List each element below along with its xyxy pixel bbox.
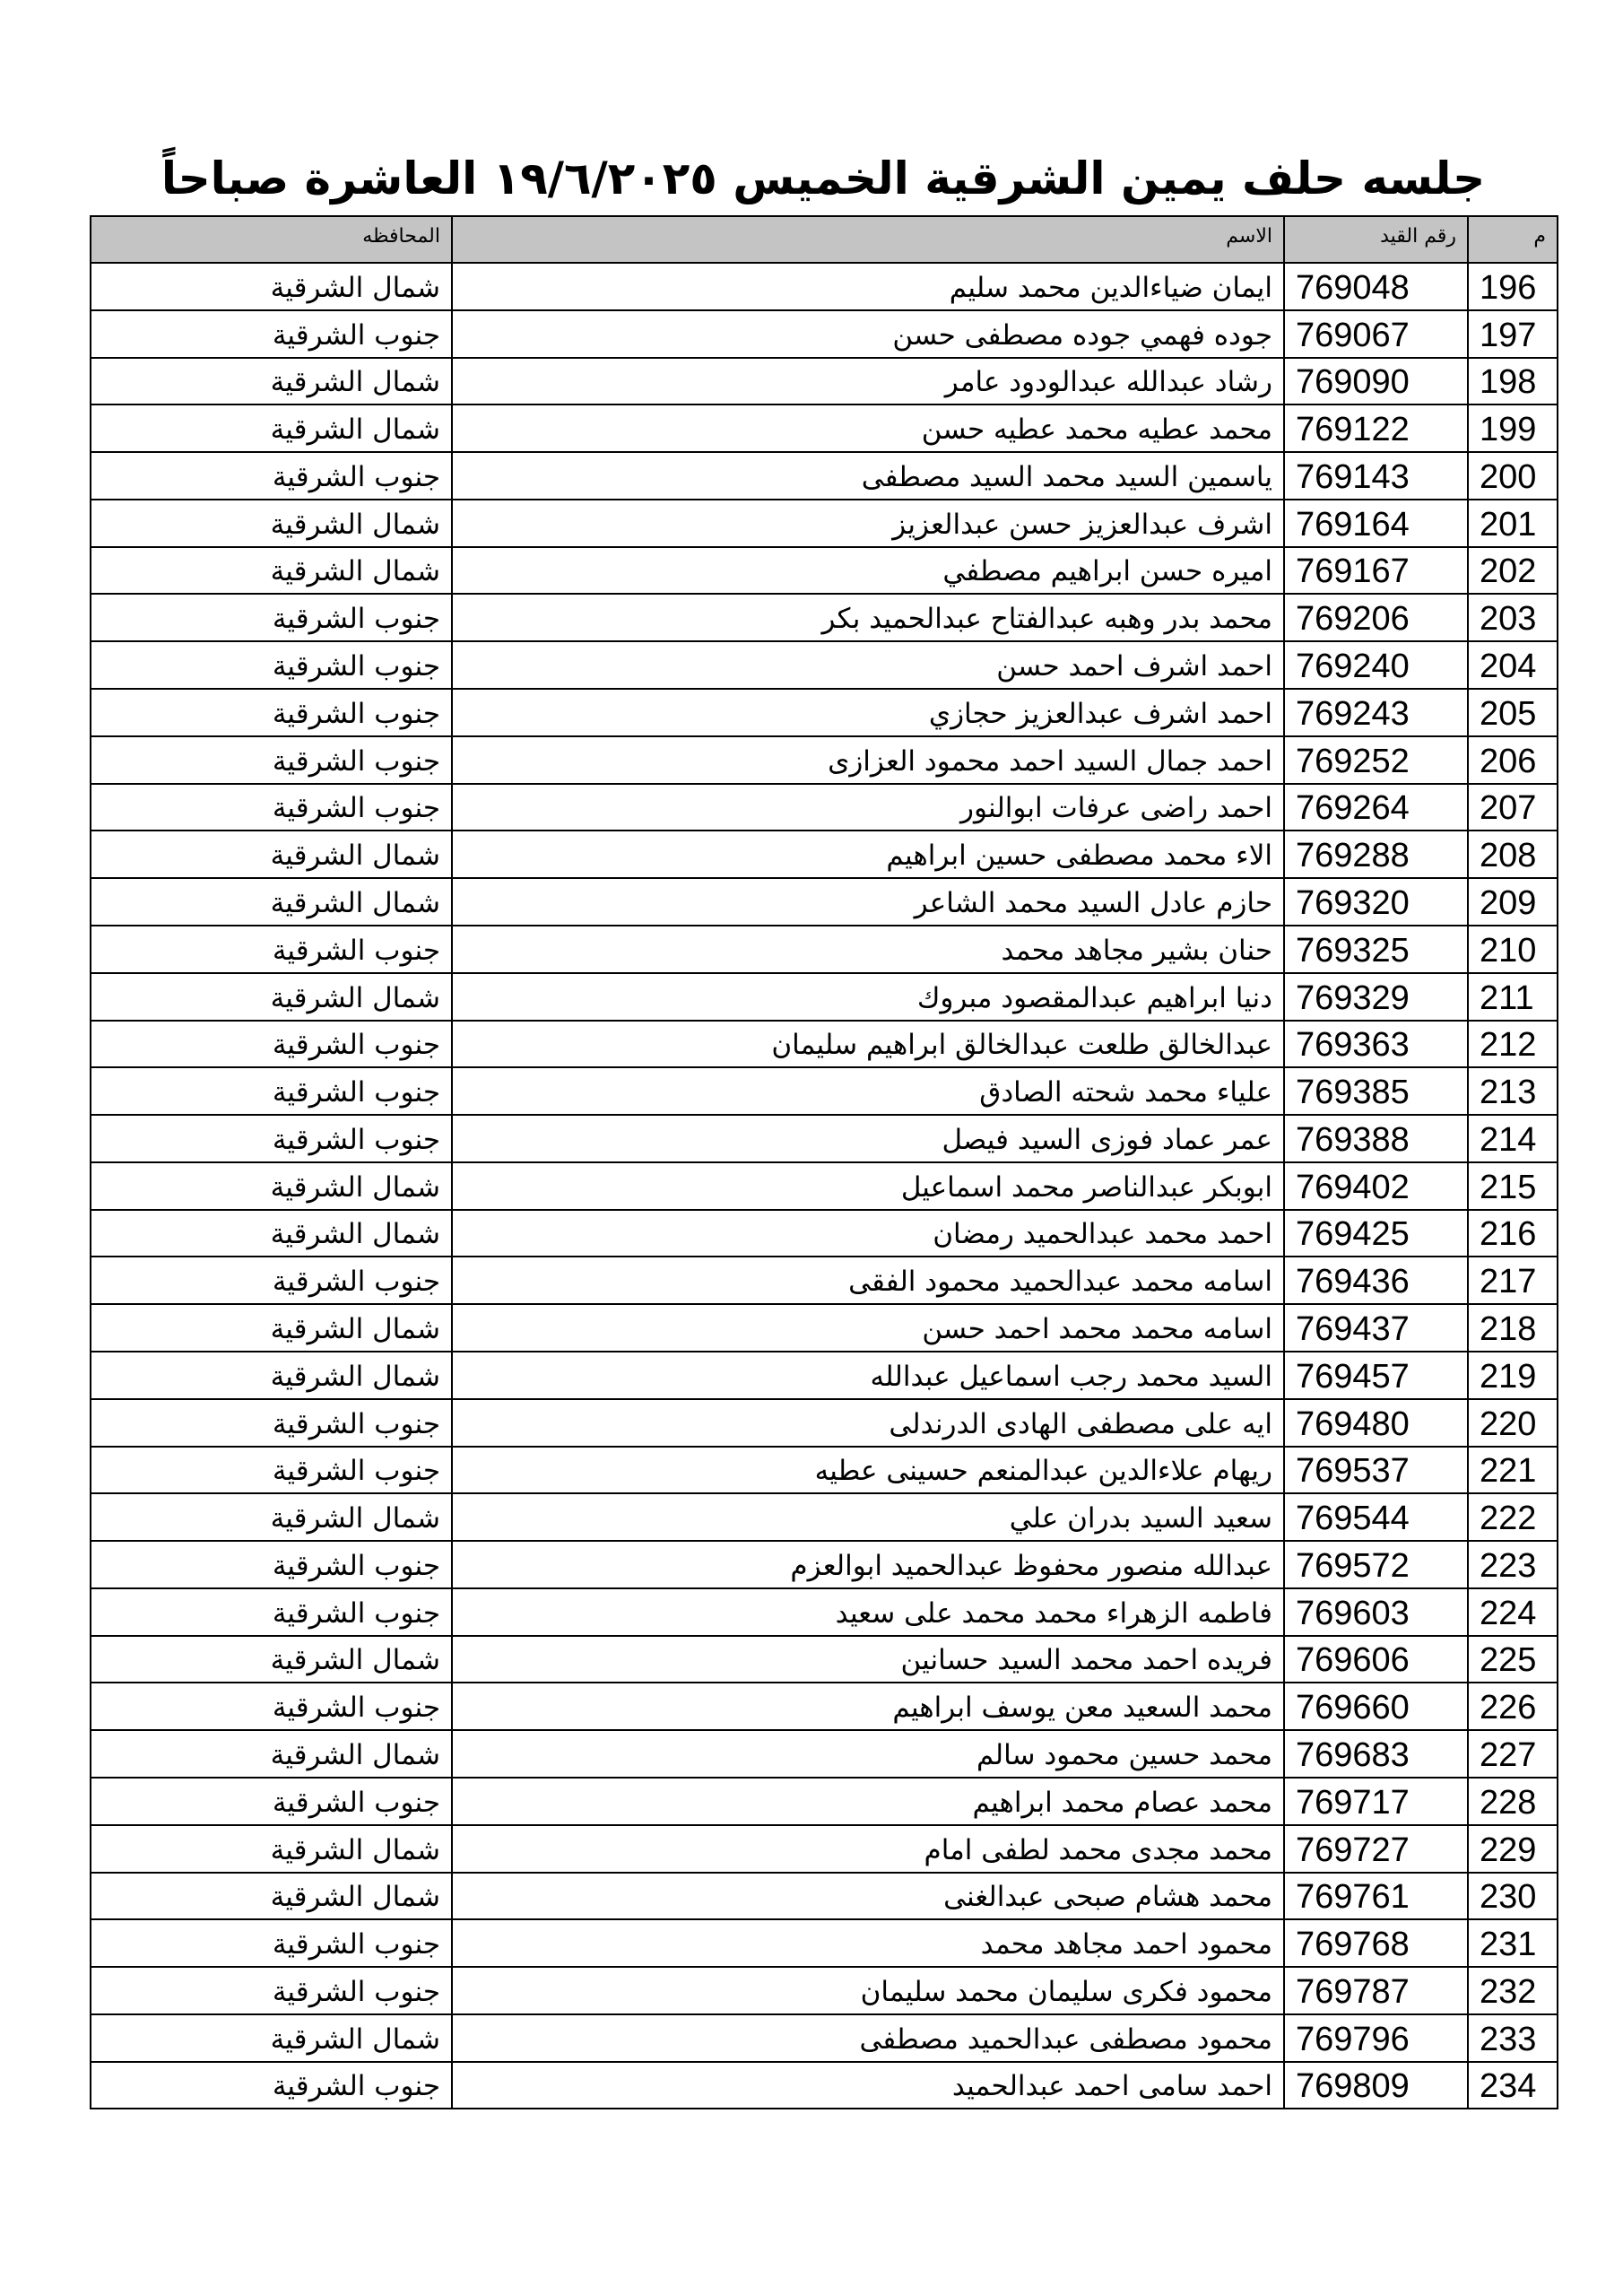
cell-serial: 204 [1468,641,1558,689]
table-row [91,500,1558,547]
cell-name: احمد محمد عبدالحميد رمضان [452,1210,1284,1257]
table-row [91,784,1558,831]
column-header-reg-no: رقم القيد [1284,216,1468,263]
cell-serial: 207 [1468,784,1558,831]
cell-name: اميره حسن ابراهيم مصطفي [452,547,1284,595]
cell-serial: 231 [1468,1919,1558,1967]
cell-reg-no: 769143 [1284,452,1468,500]
table-row [91,310,1558,358]
cell-serial: 222 [1468,1493,1558,1541]
table-row [91,641,1558,689]
cell-name: محمود فكرى سليمان محمد سليمان [452,1967,1284,2014]
cell-reg-no: 769067 [1284,310,1468,358]
cell-serial: 201 [1468,500,1558,547]
cell-serial: 196 [1468,263,1558,310]
cell-serial: 217 [1468,1257,1558,1304]
table-row [91,878,1558,926]
table-row [91,594,1558,641]
cell-governorate: جنوب الشرقية [91,452,452,500]
cell-serial: 233 [1468,2014,1558,2062]
cell-name: احمد سامى احمد عبدالحميد [452,2062,1284,2109]
cell-reg-no: 769264 [1284,784,1468,831]
cell-governorate: جنوب الشرقية [91,1919,452,1967]
table-row [91,926,1558,973]
cell-name: رشاد عبدالله عبدالودود عامر [452,358,1284,405]
oath-session-table [90,215,1558,2109]
table-row [91,1541,1558,1588]
cell-name: محمد هشام صبحى عبدالغنى [452,1873,1284,1920]
table-row [91,1919,1558,1967]
cell-governorate: شمال الشرقية [91,1162,452,1210]
cell-name: دنيا ابراهيم عبدالمقصود مبروك [452,973,1284,1021]
cell-reg-no: 769436 [1284,1257,1468,1304]
table-row [91,1588,1558,1636]
cell-reg-no: 769480 [1284,1399,1468,1447]
table-row [91,1162,1558,1210]
cell-reg-no: 769787 [1284,1967,1468,2014]
table-row [91,1730,1558,1778]
cell-serial: 218 [1468,1304,1558,1352]
cell-name: فريده احمد محمد السيد حسانين [452,1636,1284,1683]
table-row [91,452,1558,500]
table-row [91,263,1558,310]
table-row [91,404,1558,452]
cell-name: احمد جمال السيد احمد محمود العزازى [452,736,1284,784]
cell-governorate: شمال الشرقية [91,1304,452,1352]
cell-serial: 230 [1468,1873,1558,1920]
page-title: جلسه حلف يمين الشرقية الخميس ١٩/٦/٢٠٢٥ العاشرة صباحاً [161,152,1486,204]
cell-reg-no: 769768 [1284,1919,1468,1967]
cell-serial: 228 [1468,1778,1558,1825]
cell-reg-no: 769288 [1284,831,1468,878]
table-row [91,2062,1558,2109]
cell-reg-no: 769572 [1284,1541,1468,1588]
cell-governorate: جنوب الشرقية [91,1541,452,1588]
cell-name: محمد بدر وهبه عبدالفتاح عبدالحميد بكر [452,594,1284,641]
cell-serial: 227 [1468,1730,1558,1778]
cell-governorate: شمال الشرقية [91,358,452,405]
cell-name: محمود احمد مجاهد محمد [452,1919,1284,1967]
cell-name: سعيد السيد بدران علي [452,1493,1284,1541]
cell-serial: 225 [1468,1636,1558,1683]
cell-serial: 199 [1468,404,1558,452]
cell-serial: 211 [1468,973,1558,1021]
cell-reg-no: 769252 [1284,736,1468,784]
cell-name: عبدالخالق طلعت عبدالخالق ابراهيم سليمان [452,1021,1284,1068]
cell-name: احمد اشرف عبدالعزيز حجازي [452,689,1284,736]
table-row [91,1210,1558,1257]
cell-governorate: شمال الشرقية [91,1493,452,1541]
cell-serial: 205 [1468,689,1558,736]
cell-serial: 220 [1468,1399,1558,1447]
table-row [91,358,1558,405]
cell-name: محمد السعيد معن يوسف ابراهيم [452,1683,1284,1730]
cell-governorate: شمال الشرقية [91,404,452,452]
cell-governorate: جنوب الشرقية [91,2062,452,2109]
table-row [91,1825,1558,1873]
table-row [91,831,1558,878]
cell-serial: 213 [1468,1067,1558,1115]
cell-governorate: جنوب الشرقية [91,689,452,736]
cell-name: ياسمين السيد محمد السيد مصطفى [452,452,1284,500]
cell-serial: 214 [1468,1115,1558,1162]
cell-reg-no: 769048 [1284,263,1468,310]
cell-governorate: جنوب الشرقية [91,926,452,973]
cell-serial: 234 [1468,2062,1558,2109]
cell-serial: 232 [1468,1967,1558,2014]
cell-reg-no: 769090 [1284,358,1468,405]
cell-governorate: شمال الشرقية [91,1873,452,1920]
cell-serial: 215 [1468,1162,1558,1210]
table-header-row [91,216,1558,263]
cell-governorate: جنوب الشرقية [91,1399,452,1447]
cell-serial: 206 [1468,736,1558,784]
cell-reg-no: 769320 [1284,878,1468,926]
cell-name: عبدالله منصور محفوظ عبدالحميد ابوالعزم [452,1541,1284,1588]
table-row [91,1493,1558,1541]
cell-name: محمد عطيه محمد عطيه حسن [452,404,1284,452]
cell-name: محمد مجدى محمد لطفى امام [452,1825,1284,1873]
cell-governorate: جنوب الشرقية [91,1683,452,1730]
cell-name: اشرف عبدالعزيز حسن عبدالعزيز [452,500,1284,547]
cell-governorate: جنوب الشرقية [91,1967,452,2014]
cell-reg-no: 769457 [1284,1352,1468,1399]
cell-serial: 223 [1468,1541,1558,1588]
cell-governorate: جنوب الشرقية [91,1588,452,1636]
cell-name: اسامه محمد محمد احمد حسن [452,1304,1284,1352]
cell-reg-no: 769544 [1284,1493,1468,1541]
cell-serial: 208 [1468,831,1558,878]
cell-governorate: شمال الشرقية [91,547,452,595]
cell-reg-no: 769122 [1284,404,1468,452]
cell-governorate: شمال الشرقية [91,2014,452,2062]
cell-reg-no: 769402 [1284,1162,1468,1210]
cell-name: ايمان ضياءالدين محمد سليم [452,263,1284,310]
cell-name: عمر عماد فوزى السيد فيصل [452,1115,1284,1162]
cell-governorate: شمال الشرقية [91,1825,452,1873]
table-row [91,1967,1558,2014]
cell-serial: 209 [1468,878,1558,926]
table-row [91,1115,1558,1162]
cell-name: احمد اشرف احمد حسن [452,641,1284,689]
cell-name: حنان بشير مجاهد محمد [452,926,1284,973]
table-row [91,1636,1558,1683]
cell-governorate: شمال الشرقية [91,973,452,1021]
cell-name: ابوبكر عبدالناصر محمد اسماعيل [452,1162,1284,1210]
cell-serial: 202 [1468,547,1558,595]
table-row [91,1683,1558,1730]
cell-name: السيد محمد رجب اسماعيل عبدالله [452,1352,1284,1399]
cell-governorate: جنوب الشرقية [91,736,452,784]
table-body [91,263,1558,2109]
table-row [91,1352,1558,1399]
cell-reg-no: 769206 [1284,594,1468,641]
cell-governorate: شمال الشرقية [91,1730,452,1778]
cell-name: ريهام علاءالدين عبدالمنعم حسينى عطيه [452,1447,1284,1494]
cell-serial: 212 [1468,1021,1558,1068]
cell-reg-no: 769761 [1284,1873,1468,1920]
cell-serial: 210 [1468,926,1558,973]
cell-governorate: شمال الشرقية [91,263,452,310]
cell-governorate: جنوب الشرقية [91,310,452,358]
cell-reg-no: 769606 [1284,1636,1468,1683]
cell-governorate: جنوب الشرقية [91,1021,452,1068]
cell-reg-no: 769660 [1284,1683,1468,1730]
table-row [91,1067,1558,1115]
table-row [91,2014,1558,2062]
table-row [91,736,1558,784]
cell-governorate: شمال الشرقية [91,1352,452,1399]
cell-serial: 224 [1468,1588,1558,1636]
cell-name: محمد عصام محمد ابراهيم [452,1778,1284,1825]
cell-reg-no: 769437 [1284,1304,1468,1352]
cell-governorate: جنوب الشرقية [91,1067,452,1115]
cell-serial: 219 [1468,1352,1558,1399]
table-row [91,1447,1558,1494]
table-row [91,689,1558,736]
cell-reg-no: 769329 [1284,973,1468,1021]
cell-serial: 221 [1468,1447,1558,1494]
cell-serial: 229 [1468,1825,1558,1873]
cell-reg-no: 769603 [1284,1588,1468,1636]
cell-governorate: جنوب الشرقية [91,1257,452,1304]
cell-reg-no: 769164 [1284,500,1468,547]
table-row [91,1399,1558,1447]
cell-name: ايه على مصطفى الهادى الدرندلى [452,1399,1284,1447]
table-row [91,1778,1558,1825]
table-row [91,973,1558,1021]
cell-governorate: جنوب الشرقية [91,594,452,641]
cell-serial: 226 [1468,1683,1558,1730]
cell-name: حازم عادل السيد محمد الشاعر [452,878,1284,926]
cell-reg-no: 769167 [1284,547,1468,595]
cell-serial: 216 [1468,1210,1558,1257]
table-row [91,1021,1558,1068]
cell-governorate: شمال الشرقية [91,878,452,926]
cell-serial: 203 [1468,594,1558,641]
cell-name: محمد حسين محمود سالم [452,1730,1284,1778]
cell-reg-no: 769683 [1284,1730,1468,1778]
cell-name: جوده فهمي جوده مصطفى حسن [452,310,1284,358]
column-header-serial: م [1468,216,1558,263]
cell-governorate: شمال الشرقية [91,831,452,878]
column-header-governorate: المحافظه [91,216,452,263]
cell-governorate: جنوب الشرقية [91,1115,452,1162]
cell-reg-no: 769537 [1284,1447,1468,1494]
cell-name: علياء محمد شحته الصادق [452,1067,1284,1115]
cell-reg-no: 769388 [1284,1115,1468,1162]
cell-reg-no: 769717 [1284,1778,1468,1825]
cell-governorate: جنوب الشرقية [91,784,452,831]
cell-governorate: جنوب الشرقية [91,641,452,689]
cell-serial: 197 [1468,310,1558,358]
cell-reg-no: 769809 [1284,2062,1468,2109]
table-row [91,1873,1558,1920]
cell-reg-no: 769385 [1284,1067,1468,1115]
cell-serial: 200 [1468,452,1558,500]
cell-name: الاء محمد مصطفى حسين ابراهيم [452,831,1284,878]
cell-reg-no: 769243 [1284,689,1468,736]
cell-reg-no: 769796 [1284,2014,1468,2062]
cell-serial: 198 [1468,358,1558,405]
cell-governorate: شمال الشرقية [91,500,452,547]
cell-name: احمد راضى عرفات ابوالنور [452,784,1284,831]
cell-governorate: شمال الشرقية [91,1210,452,1257]
cell-governorate: جنوب الشرقية [91,1447,452,1494]
cell-reg-no: 769325 [1284,926,1468,973]
cell-governorate: جنوب الشرقية [91,1778,452,1825]
table-row [91,1304,1558,1352]
cell-reg-no: 769727 [1284,1825,1468,1873]
cell-governorate: شمال الشرقية [91,1636,452,1683]
cell-reg-no: 769240 [1284,641,1468,689]
cell-name: محمود مصطفى عبدالحميد مصطفى [452,2014,1284,2062]
cell-reg-no: 769363 [1284,1021,1468,1068]
cell-name: اسامه محمد عبدالحميد محمود الفقى [452,1257,1284,1304]
cell-name: فاطمه الزهراء محمد محمد على سعيد [452,1588,1284,1636]
table-row [91,547,1558,595]
column-header-name: الاسم [452,216,1284,263]
cell-reg-no: 769425 [1284,1210,1468,1257]
table-row [91,1257,1558,1304]
